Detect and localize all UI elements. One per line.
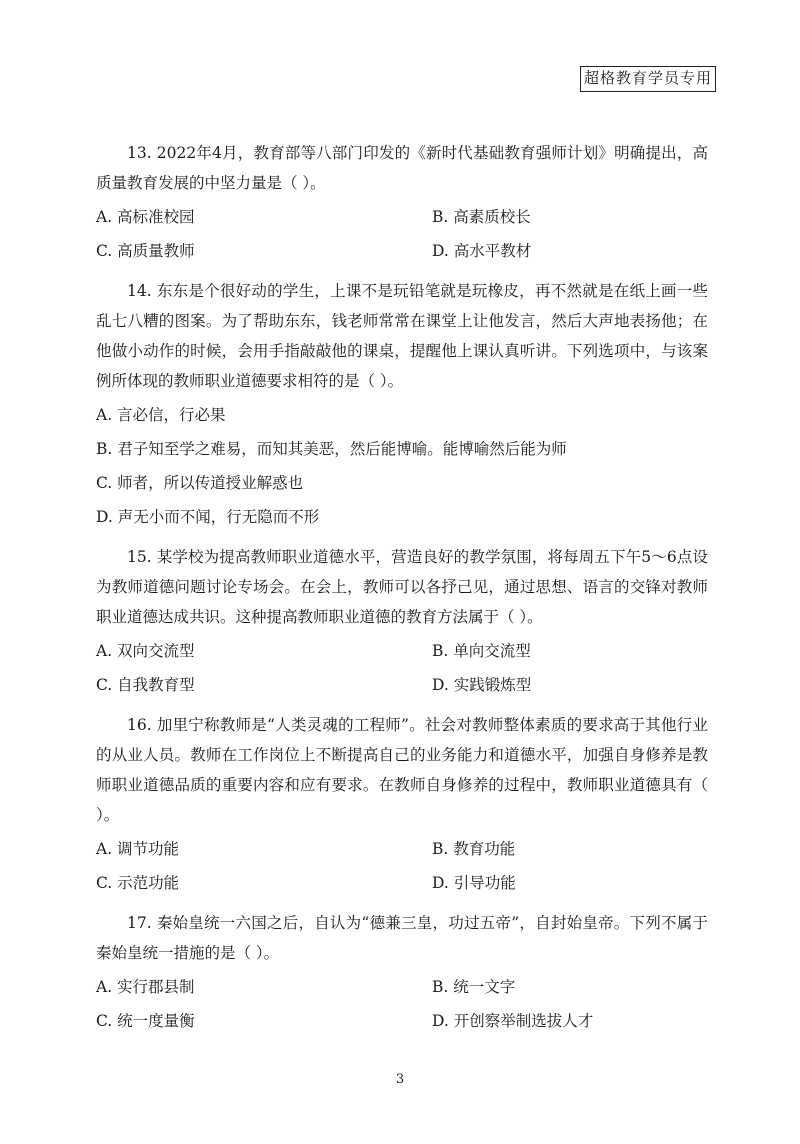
question-16 bbox=[96, 710, 708, 904]
option-d: D. 开创察举制选拔人才 bbox=[432, 1012, 594, 1030]
option-d: D. 实践锻炼型 bbox=[432, 676, 532, 694]
option-c: C. 示范功能 bbox=[96, 874, 180, 892]
option-d: D. 高水平教材 bbox=[432, 242, 532, 260]
question-stem: 17. 秦始皇统一六国之后，自认为“德兼三皇，功过五帝”，自封始皇帝。下列不属于秦始皇统一措施的是（ ）。 bbox=[96, 914, 708, 962]
option-c: C. 统一度量衡 bbox=[96, 1012, 195, 1030]
option-group bbox=[96, 638, 708, 706]
question-17 bbox=[96, 908, 708, 1042]
option-group bbox=[96, 402, 708, 538]
option-d: D. 引导功能 bbox=[432, 874, 516, 892]
question-14 bbox=[96, 276, 708, 538]
option-group bbox=[96, 836, 708, 904]
option-a: A. 实行郡县制 bbox=[96, 978, 195, 996]
option-a: A. 双向交流型 bbox=[96, 642, 195, 660]
option-a: A. 言必信，行必果 bbox=[96, 406, 226, 424]
page-number: 3 bbox=[395, 1072, 405, 1087]
option-b: B. 高素质校长 bbox=[432, 208, 531, 226]
option-c: C. 自我教育型 bbox=[96, 676, 195, 694]
option-b: B. 单向交流型 bbox=[432, 642, 531, 660]
question-stem: 16. 加里宁称教师是“人类灵魂的工程师”。社会对教师整体素质的要求高于其他行业的从业人员。教师在工作岗位上不断提高自己的业务能力和道德水平，加强自身修养是教师职业道德品质的重要内容和应有要求。在教师自身修养的过程中，教师职业道德具有（ ）。 bbox=[96, 716, 708, 824]
question-stem: 15. 某学校为提高教师职业道德水平，营造良好的教学氛围，将每周五下午5～6点设为教师道德问题讨论专场会。在会上，教师可以各抒己见，通过思想、语言的交锋对教师职业道德达成共识。这种提高教师职业道德的教育方法属于（ ）。 bbox=[96, 548, 708, 626]
option-group bbox=[96, 974, 708, 1042]
option-b: B. 统一文字 bbox=[432, 978, 516, 996]
question-stem: 13. 2022年4月，教育部等八部门印发的《新时代基础教育强师计划》明确提出，高质量教育发展的中坚力量是（ ）。 bbox=[96, 144, 708, 192]
question-13 bbox=[96, 138, 708, 272]
header-stamp: 超格教育学员专用 bbox=[580, 66, 716, 92]
question-stem: 14. 东东是个很好动的学生，上课不是玩铅笔就是玩橡皮，再不然就是在纸上画一些乱七八糟的图案。为了帮助东东，钱老师常常在课堂上让他发言，然后大声地表扬他；在他做小动作的时候，会用手指敲敲他的课桌，提醒他上课认真听讲。下列选项中，与该案例所体现的教师职业道德要求相符的是（ ）。 bbox=[96, 282, 708, 390]
option-c: C. 高质量教师 bbox=[96, 242, 195, 260]
option-b: B. 教育功能 bbox=[432, 840, 516, 858]
option-d: D. 声无小而不闻，行无隐而不形 bbox=[96, 508, 320, 526]
question-list bbox=[96, 138, 708, 1046]
option-group bbox=[96, 204, 708, 272]
option-c: C. 师者，所以传道授业解惑也 bbox=[96, 474, 304, 492]
option-a: A. 调节功能 bbox=[96, 840, 180, 858]
option-a: A. 高标准校园 bbox=[96, 208, 195, 226]
option-b: B. 君子知至学之难易，而知其美恶，然后能博喻。能博喻然后能为师 bbox=[96, 440, 567, 458]
question-15 bbox=[96, 542, 708, 706]
